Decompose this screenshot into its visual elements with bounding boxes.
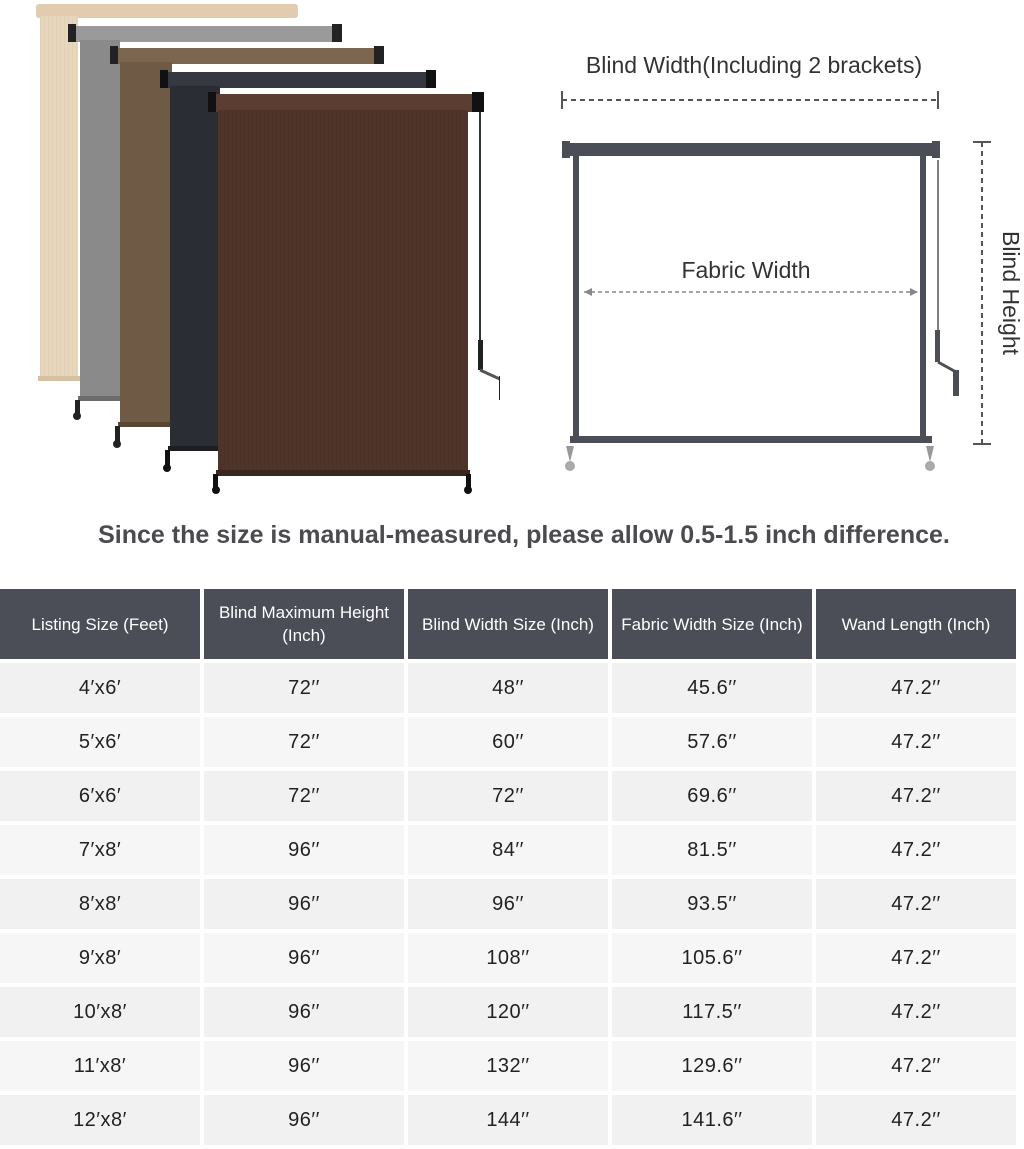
fabric-width-cell: 69.6′′ xyxy=(612,771,812,821)
wand-length-cell: 47.2′′ xyxy=(816,1041,1016,1091)
table-row xyxy=(0,771,1016,821)
table-row xyxy=(0,933,1016,983)
blind-max-height-cell: 96′′ xyxy=(204,1095,404,1145)
wand-length-cell: 47.2′′ xyxy=(816,771,1016,821)
fabric-width-cell: 57.6′′ xyxy=(612,717,812,767)
header-listing-size: Listing Size (Feet) xyxy=(0,589,200,659)
listing-size-cell: 6′x6′ xyxy=(0,771,200,821)
fabric-width-cell: 45.6′′ xyxy=(612,663,812,713)
table-row xyxy=(0,663,1016,713)
listing-size-cell: 12′x8′ xyxy=(0,1095,200,1145)
wand-length-cell: 47.2′′ xyxy=(816,879,1016,929)
blind-max-height-cell: 96′′ xyxy=(204,879,404,929)
listing-size-cell: 7′x8′ xyxy=(0,825,200,875)
blind-width-cell: 120′′ xyxy=(408,987,608,1037)
blind-frame xyxy=(562,141,959,471)
blind-width-cell: 132′′ xyxy=(408,1041,608,1091)
wand-length-cell: 47.2′′ xyxy=(816,987,1016,1037)
wand-length-cell: 47.2′′ xyxy=(816,663,1016,713)
blind-max-height-cell: 72′′ xyxy=(204,771,404,821)
fabric-width-cell: 141.6′′ xyxy=(612,1095,812,1145)
table-row xyxy=(0,879,1016,929)
fabric-width-cell: 93.5′′ xyxy=(612,879,812,929)
header-wand-length: Wand Length (Inch) xyxy=(816,589,1016,659)
blind-width-cell: 60′′ xyxy=(408,717,608,767)
brown-blind xyxy=(208,92,500,494)
blind-max-height-cell: 72′′ xyxy=(204,663,404,713)
table-row xyxy=(0,987,1016,1037)
listing-size-cell: 5′x6′ xyxy=(0,717,200,767)
fabric-width-cell: 129.6′′ xyxy=(612,1041,812,1091)
blind-max-height-cell: 72′′ xyxy=(204,717,404,767)
measurement-note: Since the size is manual-measured, please allow 0.5-1.5 inch difference. xyxy=(98,521,950,549)
fabric-width-cell: 105.6′′ xyxy=(612,933,812,983)
blinds-illustration xyxy=(0,0,500,505)
listing-size-cell: 11′x8′ xyxy=(0,1041,200,1091)
blind-width-label: Blind Width(Including 2 brackets) xyxy=(585,52,923,78)
table-row xyxy=(0,1041,1016,1091)
wand-length-cell: 47.2′′ xyxy=(816,1095,1016,1145)
table-header-row xyxy=(0,589,1016,659)
dimension-diagram xyxy=(540,40,1024,500)
fabric-width-dimension-line xyxy=(584,288,918,296)
table-body xyxy=(0,663,1016,1145)
blind-width-cell: 108′′ xyxy=(408,933,608,983)
blind-max-height-cell: 96′′ xyxy=(204,1041,404,1091)
table-row xyxy=(0,1095,1016,1145)
blind-width-cell: 144′′ xyxy=(408,1095,608,1145)
header-fabric-width: Fabric Width Size (Inch) xyxy=(612,589,812,659)
listing-size-cell: 9′x8′ xyxy=(0,933,200,983)
blind-width-dimension-line xyxy=(562,91,938,109)
blind-max-height-cell: 96′′ xyxy=(204,987,404,1037)
header-blind-max-height: Blind Maximum Height (Inch) xyxy=(204,589,404,659)
table-row xyxy=(0,717,1016,767)
listing-size-cell: 10′x8′ xyxy=(0,987,200,1037)
listing-size-cell: 8′x8′ xyxy=(0,879,200,929)
blind-width-cell: 84′′ xyxy=(408,825,608,875)
fabric-width-label: Fabric Width xyxy=(681,257,811,283)
table-row xyxy=(0,825,1016,875)
listing-size-cell: 4′x6′ xyxy=(0,663,200,713)
blind-max-height-cell: 96′′ xyxy=(204,825,404,875)
size-table xyxy=(0,585,1020,1149)
fabric-width-cell: 117.5′′ xyxy=(612,987,812,1037)
header-blind-width: Blind Width Size (Inch) xyxy=(408,589,608,659)
wand-length-cell: 47.2′′ xyxy=(816,717,1016,767)
blind-width-cell: 48′′ xyxy=(408,663,608,713)
blind-height-label: Blind Height xyxy=(998,230,1024,356)
blind-width-cell: 72′′ xyxy=(408,771,608,821)
fabric-width-cell: 81.5′′ xyxy=(612,825,812,875)
wand-length-cell: 47.2′′ xyxy=(816,933,1016,983)
blind-max-height-cell: 96′′ xyxy=(204,933,404,983)
blind-height-dimension-line xyxy=(973,142,991,444)
wand-length-cell: 47.2′′ xyxy=(816,825,1016,875)
blind-width-cell: 96′′ xyxy=(408,879,608,929)
